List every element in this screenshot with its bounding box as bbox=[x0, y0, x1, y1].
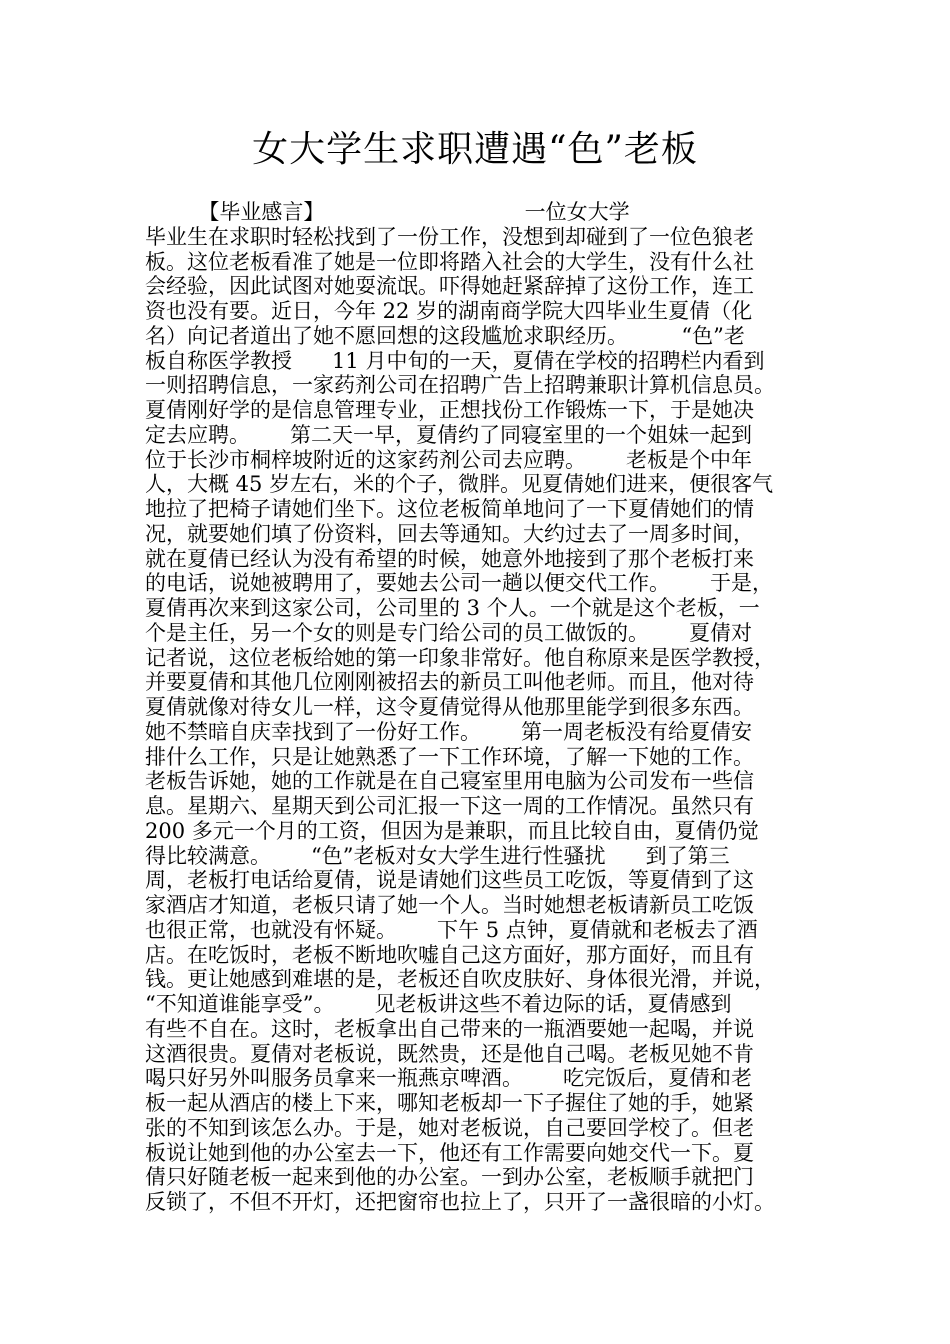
text-line: 夏倩刚好学的是信息管理专业，正想找份工作锻炼一下，于是她决 bbox=[145, 398, 754, 422]
text-line: 况，就要她们填了份资料，回去等通知。大约过去了一周多时间， bbox=[145, 521, 754, 546]
text-line: 张的不知到该怎么办。于是，她对老板说，自己要回学校了。但老 bbox=[145, 1115, 754, 1140]
text-line: 地拉了把椅子请她们坐下。这位老板简单地问了一下夏倩她们的情 bbox=[145, 497, 754, 521]
text-line: 有些不自在。这时，老板拿出自己带来的一瓶酒要她一起喝，并说 bbox=[145, 1016, 754, 1041]
document-title: 女大学生求职遭遇“色”老板 bbox=[252, 129, 698, 170]
text-line: 夏倩就像对待女儿一样，这令夏倩觉得从他那里能学到很多东西。 bbox=[145, 695, 754, 719]
text-line: 钱。更让她感到难堪的是，老板还自吹皮肤好、身体很光滑，并说， bbox=[145, 967, 775, 992]
text-line: “不知道谁能享受”。 见老板讲这些不着边际的话，夏倩感到 bbox=[145, 992, 732, 1016]
text-line: 排什么工作，只是让她熟悉了一下工作环境，了解一下她的工作。 bbox=[145, 744, 754, 769]
text-line: 板说让她到他的办公室去一下，他还有工作需要向她交代一下。夏 bbox=[145, 1140, 754, 1165]
text-line: 店。在吃饭时，老板不断地吹嘘自己这方面好，那方面好，而且有 bbox=[145, 942, 754, 967]
text-line: 记者说，这位老板给她的第一印象非常好。他自称原来是医学教授， bbox=[145, 645, 775, 670]
text-line: 位于长沙市桐梓坡附近的这家药剂公司去应聘。 老板是个中年 bbox=[145, 447, 753, 472]
text-line: 定去应聘。 第二天一早，夏倩约了同寝室里的一个姐妹一起到 bbox=[145, 422, 753, 447]
text-line: 就在夏倩已经认为没有希望的时候，她意外地接到了那个老板打来 bbox=[145, 546, 754, 571]
text-line: 反锁了，不但不开灯，还把窗帘也拉上了，只开了一盏很暗的小灯。 bbox=[145, 1190, 775, 1214]
text-line: 的电话，说她被聘用了，要她去公司一趟以便交代工作。 于是， bbox=[145, 571, 774, 596]
text-line: 家酒店才知道，老板只请了她一个人。当时她想老板请新员工吃饭 bbox=[145, 893, 754, 917]
text-line: 毕业生在求职时轻松找到了一份工作，没想到却碰到了一位色狼老 bbox=[145, 224, 754, 249]
text-line: 板自称医学教授 11 月中旬的一天，夏倩在学校的招聘栏内看到 bbox=[145, 348, 765, 373]
text-line: 得比较满意。 “色”老板对女大学生进行性骚扰 到了第三 bbox=[145, 843, 730, 868]
text-line: 老板告诉她，她的工作就是在自己寝室里用电脑为公司发布一些信 bbox=[145, 769, 754, 794]
text-line: 板一起从酒店的楼上下来，哪知老板却一下子握住了她的手，她紧 bbox=[145, 1091, 754, 1115]
text-line: 板。这位老板看准了她是一位即将踏入社会的大学生，没有什么社 bbox=[145, 249, 754, 274]
text-line: 她不禁暗自庆幸找到了一份好工作。 第一周老板没有给夏倩安 bbox=[145, 719, 753, 744]
document-body bbox=[145, 200, 815, 1215]
text-line: 资也没有要。近日，今年 22 岁的湖南商学院大四毕业生夏倩（化 bbox=[145, 299, 753, 323]
text-line: 夏倩再次来到这家公司，公司里的 3 个人。一个就是这个老板，一 bbox=[145, 596, 760, 620]
text-line: 个是主任，另一个女的则是专门给公司的员工做饭的。 夏倩对 bbox=[145, 620, 753, 645]
text-line: 息。星期六、星期天到公司汇报一下这一周的工作情况。虽然只有 bbox=[145, 794, 754, 818]
text-line: 200 多元一个月的工资，但因为是兼职，而且比较自由，夏倩仍觉 bbox=[145, 818, 759, 843]
text-line: 并要夏倩和其他几位刚刚被招去的新员工叫他老师。而且，他对待 bbox=[145, 670, 754, 695]
text-line: 人，大概 45 岁左右，米的个子，微胖。见夏倩她们进来，便很客气 bbox=[145, 472, 774, 497]
text-line: 周，老板打电话给夏倩，说是请她们这些员工吃饭，等夏倩到了这 bbox=[145, 868, 754, 893]
text-line: 也很正常，也就没有怀疑。 下午 5 点钟，夏倩就和老板去了酒 bbox=[145, 917, 758, 942]
text-line: 倩只好随老板一起来到他的办公室。一到办公室，老板顺手就把门 bbox=[145, 1165, 754, 1190]
text-line: 这酒很贵。夏倩对老板说，既然贵，还是他自己喝。老板见她不肯 bbox=[145, 1041, 754, 1066]
text-line: 一则招聘信息，一家药剂公司在招聘广告上招聘兼职计算机信息员。 bbox=[145, 373, 775, 398]
text-line: 名）向记者道出了她不愿回想的这段尴尬求职经历。 “色”老 bbox=[145, 323, 745, 348]
text-line: 会经验，因此试图对她耍流氓。吓得她赶紧辞掉了这份工作，连工 bbox=[145, 274, 754, 299]
text-line: 喝只好另外叫服务员拿来一瓶燕京啤酒。 吃完饭后，夏倩和老 bbox=[145, 1066, 753, 1091]
text-line: 【毕业感言】 一位女大学 bbox=[145, 200, 630, 224]
